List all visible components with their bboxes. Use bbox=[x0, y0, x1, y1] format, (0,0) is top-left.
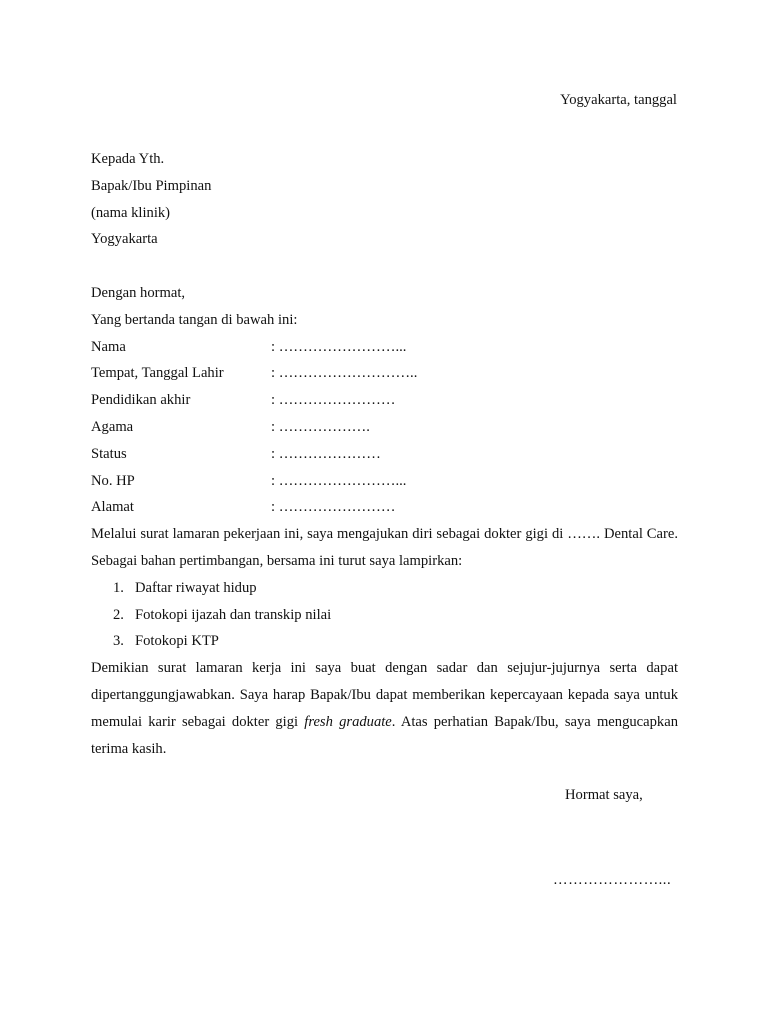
field-row bbox=[91, 387, 678, 414]
list-item bbox=[113, 575, 678, 602]
field-row bbox=[91, 414, 678, 441]
application-paragraph: Melalui surat lamaran pekerjaan ini, saya mengajukan diri sebagai dokter gigi di ……. Dental Care. Sebagai bahan pertimbangan, bersama ini turut saya lampirkan: bbox=[91, 526, 678, 569]
field-row bbox=[91, 468, 678, 495]
list-text: Daftar riwayat hidup bbox=[135, 579, 257, 596]
field-label: No. HP bbox=[91, 472, 135, 489]
recipient-line: Yogyakarta bbox=[91, 231, 158, 248]
list-item bbox=[113, 602, 678, 629]
field-value: : ……………………... bbox=[271, 338, 407, 355]
field-label: Pendidikan akhir bbox=[91, 392, 191, 409]
list-number: 1. bbox=[113, 579, 124, 596]
list-text: Fotokopi ijazah dan transkip nilai bbox=[135, 606, 332, 623]
field-value: : ………………… bbox=[271, 445, 381, 462]
closing-paragraph-text: Demikian surat lamaran kerja ini saya buat dengan sadar dan sejujur-jujurnya serta dapat dipertanggungjawabkan. Saya harap Bapak/Ibu dapat memberikan kepercayaan kepada saya untuk memulai karir sebagai dokter gigi bbox=[91, 660, 678, 730]
attachment-list bbox=[91, 575, 678, 655]
intro-text: Yang bertanda tangan di bawah ini: bbox=[91, 311, 298, 328]
field-row bbox=[91, 494, 678, 521]
recipient-block bbox=[91, 146, 211, 253]
field-label: Tempat, Tanggal Lahir bbox=[91, 365, 224, 382]
field-value: : ……………………….. bbox=[271, 365, 418, 382]
field-value: : …………………… bbox=[271, 392, 396, 409]
closing-salutation: Hormat saya, bbox=[565, 787, 643, 803]
recipient-line: Kepada Yth. bbox=[91, 151, 165, 167]
letter-body bbox=[91, 280, 678, 762]
recipient-line: (nama klinik) bbox=[91, 204, 171, 221]
applicant-fields bbox=[91, 334, 678, 522]
place-date: Yogyakarta, tanggal bbox=[560, 92, 677, 108]
field-row bbox=[91, 360, 678, 387]
field-value: : …………………… bbox=[271, 499, 396, 516]
greeting: Dengan hormat, bbox=[91, 285, 186, 301]
list-number: 2. bbox=[113, 606, 124, 623]
list-text: Fotokopi KTP bbox=[135, 633, 219, 650]
recipient-line: Bapak/Ibu Pimpinan bbox=[91, 177, 212, 194]
field-value: : ……………………... bbox=[271, 472, 407, 489]
signature-line: …………………... bbox=[553, 872, 672, 888]
field-label: Agama bbox=[91, 418, 134, 435]
field-row bbox=[91, 334, 678, 361]
field-label: Status bbox=[91, 445, 127, 462]
closing-paragraph-text-end: . Atas perhatian Bapak/Ibu, saya mengucapkan terima kasih. bbox=[91, 713, 678, 757]
field-value: : ………………. bbox=[271, 418, 370, 435]
list-number: 3. bbox=[113, 633, 124, 650]
field-label: Nama bbox=[91, 338, 126, 355]
list-item bbox=[113, 628, 678, 655]
field-label: Alamat bbox=[91, 499, 134, 516]
emphasis-text: fresh graduate bbox=[304, 713, 392, 730]
closing-paragraph bbox=[91, 655, 678, 762]
field-row bbox=[91, 441, 678, 468]
